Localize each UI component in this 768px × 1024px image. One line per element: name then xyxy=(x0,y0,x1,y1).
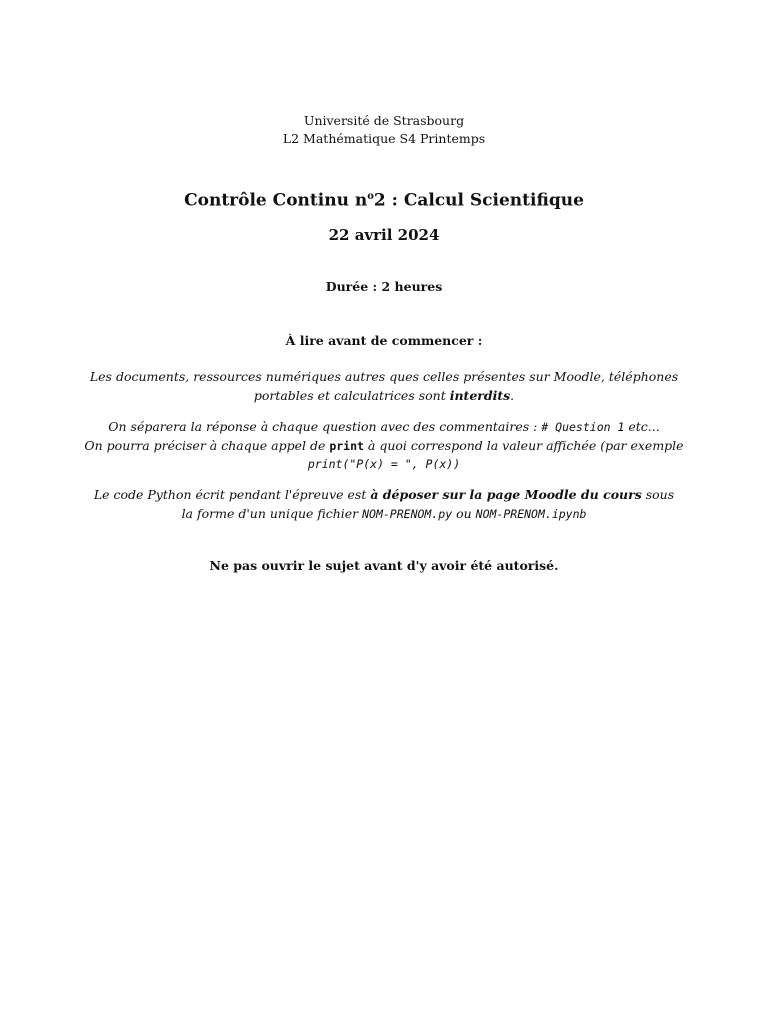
print-example-code: print("P(x) = ", P(x)) xyxy=(307,457,461,471)
instruction-answers-line2-prefix: On pourra préciser à chaque appel de xyxy=(84,437,330,453)
instruction-submit-line2-mid: ou xyxy=(452,505,476,521)
instruction-documents-line1: Les documents, ressources numériques autres ques celles présentes sur Moodle, téléphones xyxy=(89,369,679,384)
instruction-submit-line2 xyxy=(0,505,768,524)
instruction-documents-line2-prefix: portables et calculatrices sont xyxy=(253,387,450,403)
read-first-heading: À lire avant de commencer : xyxy=(285,333,483,348)
exam-title-suffix: 2 : Calcul Scientifique xyxy=(373,190,584,211)
exam-duration: Durée : 2 heures xyxy=(325,279,443,294)
instruction-submit-line2-prefix: la forme d'un unique fichier xyxy=(181,505,363,521)
filename-py-code: NOM-PRENOM.py xyxy=(362,506,453,521)
header-block xyxy=(0,112,768,148)
exam-title-superscript: o xyxy=(367,191,374,202)
instruction-answers-line2-suffix: à quoi correspond la valeur affichée (par exemple xyxy=(363,437,684,453)
instruction-documents-line2 xyxy=(0,387,768,406)
exam-title xyxy=(0,186,768,212)
instruction-answers-line1 xyxy=(0,418,768,437)
instruction-answers-line1-prefix: On séparera la réponse à chaque question avec des commentaires : xyxy=(108,419,542,434)
filename-ipynb-code: NOM-PRENOM.ipynb xyxy=(475,506,587,521)
instruction-documents-line2-suffix: . xyxy=(510,387,515,403)
question-comment-code: # Question 1 xyxy=(541,420,625,434)
instruction-documents xyxy=(0,368,768,405)
instruction-answers-line2 xyxy=(0,437,768,456)
instruction-submit xyxy=(0,486,768,523)
instruction-answers-line1-suffix: etc... xyxy=(624,419,660,434)
instruction-submit-line1 xyxy=(0,486,768,505)
exam-title-prefix: Contrôle Continu n xyxy=(184,190,368,211)
instruction-answers-line3 xyxy=(0,455,768,474)
university-name: Université de Strasbourg xyxy=(303,113,465,128)
final-warning: Ne pas ouvrir le sujet avant d'y avoir été autorisé. xyxy=(209,558,559,573)
print-keyword-code: print xyxy=(329,438,364,453)
forbidden-emphasis: interdits xyxy=(449,387,511,403)
instruction-answers xyxy=(0,418,768,474)
instruction-submit-line1-prefix: Le code Python écrit pendant l'épreuve est xyxy=(93,487,371,502)
exam-date: 22 avril 2024 xyxy=(328,226,440,244)
moodle-upload-emphasis: à déposer sur la page Moodle du cours xyxy=(370,487,642,502)
program-name: L2 Mathématique S4 Printemps xyxy=(282,131,486,146)
instruction-submit-line1-suffix: sous xyxy=(641,487,675,502)
